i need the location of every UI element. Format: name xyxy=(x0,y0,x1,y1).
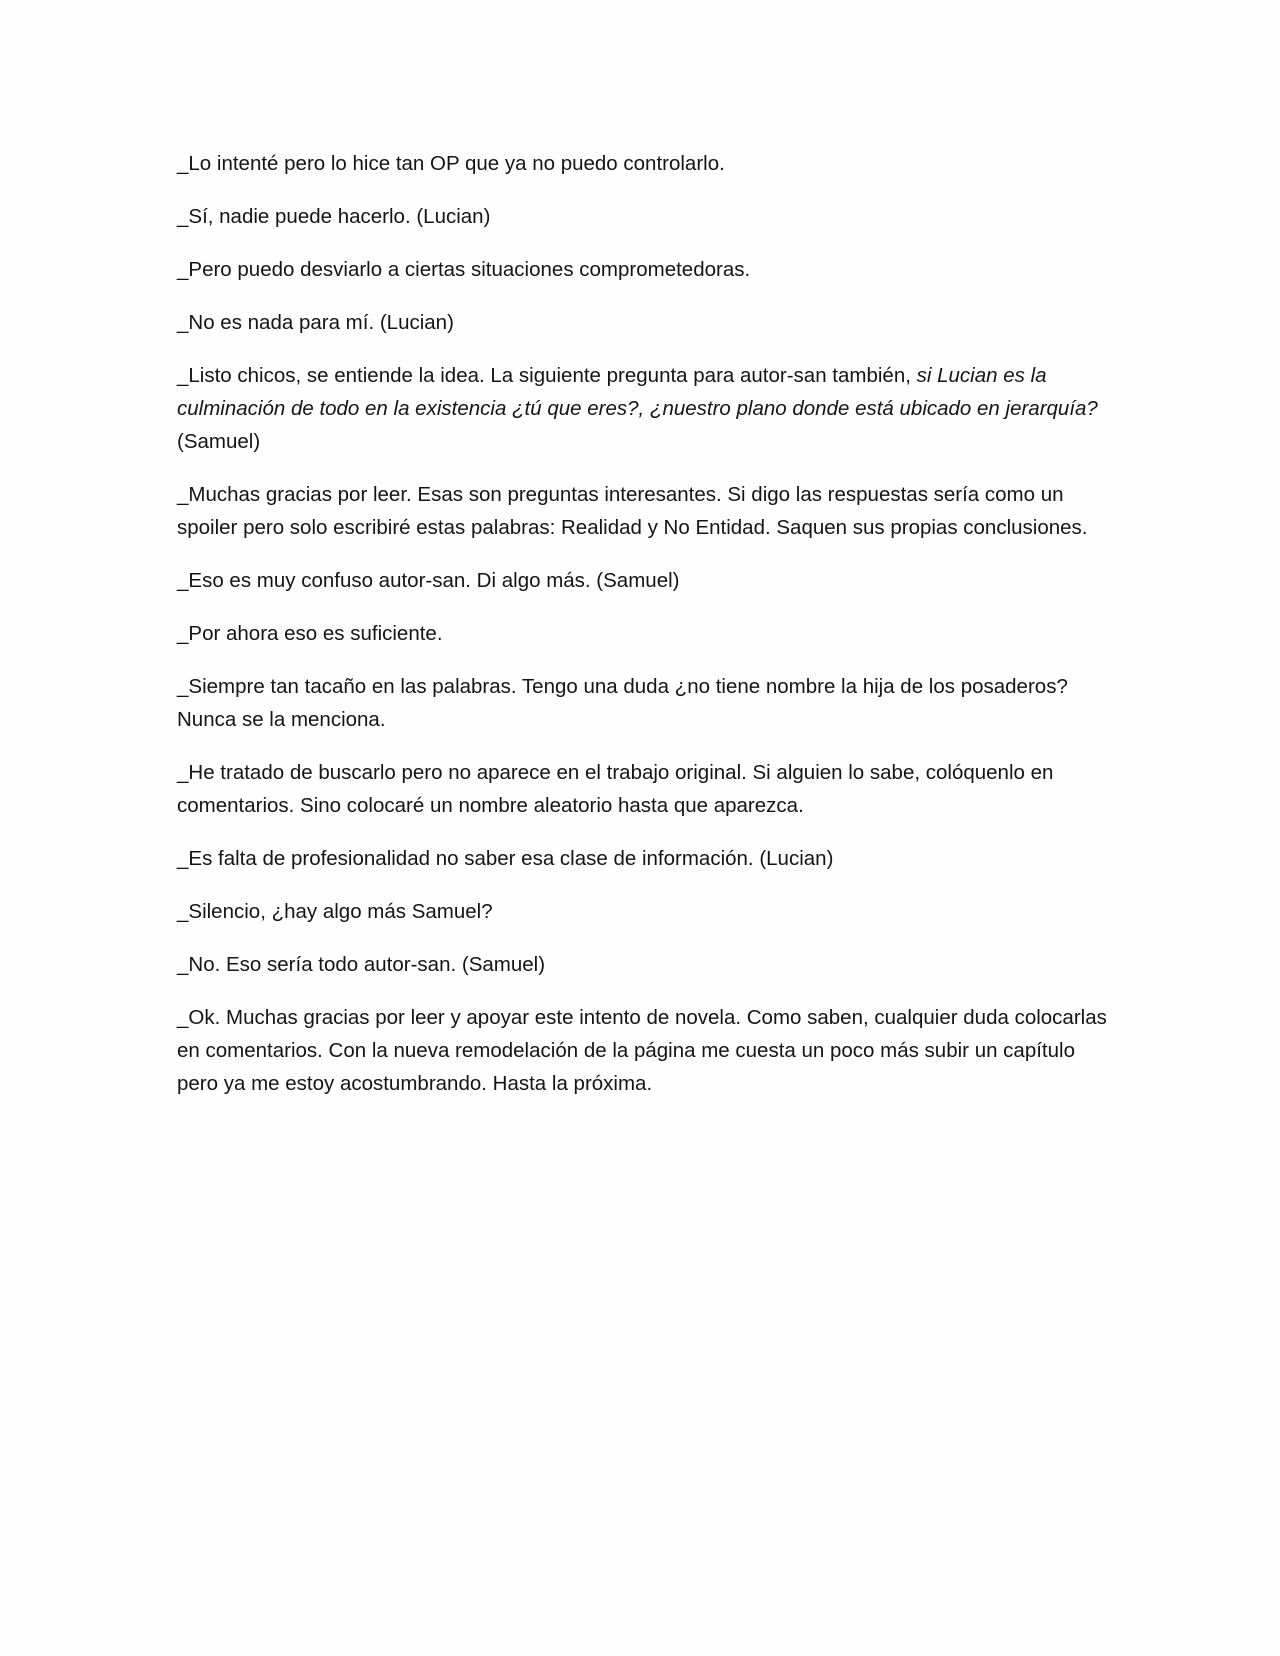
paragraph: _Eso es muy confuso autor-san. Di algo más. (Samuel) xyxy=(177,569,680,592)
paragraph: _He tratado de buscarlo pero no aparece en el trabajo original. Si alguien lo sabe, colóquenlo en comentarios. Sino colocaré un nombre aleatorio hasta que aparezca. xyxy=(177,761,1054,817)
italic-question: si Lucian es la culminación de todo en la existencia ¿tú que eres?, ¿nuestro plano donde está ubicado en jerarquía? xyxy=(177,364,1098,420)
paragraph: _Silencio, ¿hay algo más Samuel? xyxy=(177,900,493,923)
paragraph: _Por ahora eso es suficiente. xyxy=(177,622,443,645)
paragraph: _Muchas gracias por leer. Esas son preguntas interesantes. Si digo las respuestas sería como un spoiler pero solo escribiré estas palabras: Realidad y No Entidad. Saquen sus propias conclusiones. xyxy=(177,483,1088,539)
paragraph: _Pero puedo desviarlo a ciertas situaciones comprometedoras. xyxy=(177,258,751,281)
paragraph: _Sí, nadie puede hacerlo. (Lucian) xyxy=(177,205,491,228)
paragraph-text: _Listo chicos, se entiende la idea. La siguiente pregunta para autor-san también, xyxy=(177,364,917,387)
paragraph: _Lo intenté pero lo hice tan OP que ya no puedo controlarlo. xyxy=(177,152,725,175)
paragraph-with-italic xyxy=(177,359,1107,458)
paragraph-text: (Samuel) xyxy=(177,430,261,453)
paragraph: _No. Eso sería todo autor-san. (Samuel) xyxy=(177,953,546,976)
document-body xyxy=(177,147,1107,1120)
paragraph: _Ok. Muchas gracias por leer y apoyar este intento de novela. Como saben, cualquier duda colocarlas en comentarios. Con la nueva remodelación de la página me cuesta un poco más subir un capítulo pero ya me estoy acostumbrando. Hasta la próxima. xyxy=(177,1006,1107,1095)
paragraph: _Siempre tan tacaño en las palabras. Tengo una duda ¿no tiene nombre la hija de los posaderos? Nunca se la menciona. xyxy=(177,675,1068,731)
paragraph: _Es falta de profesionalidad no saber esa clase de información. (Lucian) xyxy=(177,847,834,870)
paragraph: _No es nada para mí. (Lucian) xyxy=(177,311,454,334)
